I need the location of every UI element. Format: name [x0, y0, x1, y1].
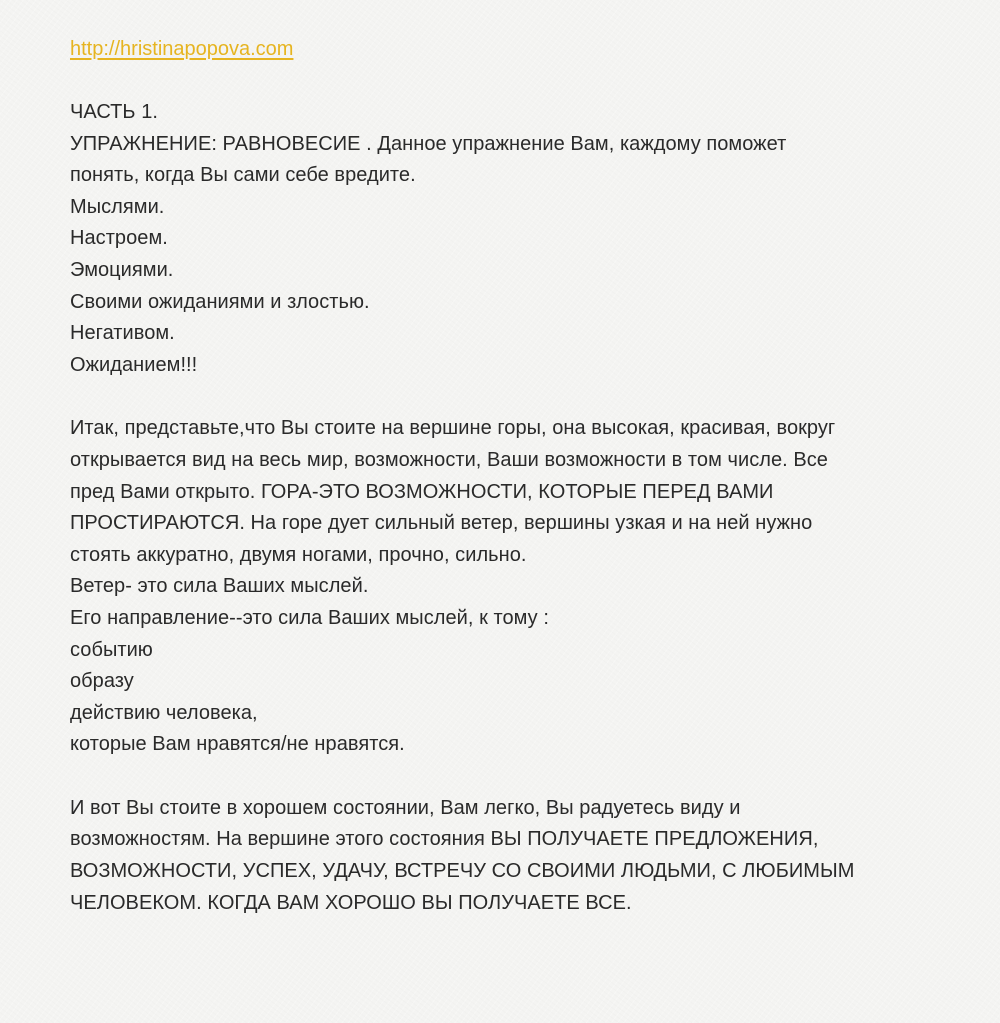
text-line: Своими ожиданиями и злостью. [70, 290, 370, 313]
text-line: открывается вид на весь мир, возможности, Ваши возможности в том числе. Все [70, 448, 828, 471]
paragraph-gap [70, 65, 970, 97]
text-line: которые Вам нравятся/не нравятся. [70, 733, 405, 756]
text-line: ЧАСТЬ 1. [70, 101, 158, 123]
text-line: действию человека, [70, 701, 258, 724]
text-line: ВОЗМОЖНОСТИ, УСПЕХ, УДАЧУ, ВСТРЕЧУ СО СВОИМИ ЛЮДЬМИ, С ЛЮБИМЫМ [70, 860, 855, 883]
paragraph-part3 [70, 793, 970, 919]
text-line: И вот Вы стоите в хорошем состоянии, Вам легко, Вы радуетесь виду и [70, 796, 741, 819]
text-line: Негативом. [70, 322, 175, 345]
paragraph-part1 [70, 97, 970, 381]
text-line: пред Вами открыто. ГОРА-ЭТО ВОЗМОЖНОСТИ, КОТОРЫЕ ПЕРЕД ВАМИ [70, 480, 774, 503]
text-line: УПРАЖНЕНИЕ: РАВНОВЕСИЕ . Данное упражнение Вам, каждому поможет [70, 132, 787, 155]
text-line: Ветер- это сила Ваших мыслей. [70, 575, 369, 598]
text-line: Эмоциями. [70, 258, 174, 281]
paragraph-gap [70, 761, 970, 793]
text-line: Настроем. [70, 227, 168, 250]
text-line: образу [70, 670, 134, 693]
text-line: ЧЕЛОВЕКОМ. КОГДА ВАМ ХОРОШО ВЫ ПОЛУЧАЕТЕ ВСЕ. [70, 891, 632, 914]
text-line: Итак, представьте,что Вы стоите на вершине горы, она высокая, красивая, вокруг [70, 417, 836, 440]
note-body [70, 33, 970, 919]
website-link[interactable]: http://hristinapopova.com [70, 38, 294, 60]
text-line: возможностям. На вершине этого состояния ВЫ ПОЛУЧАЕТЕ ПРЕДЛОЖЕНИЯ, [70, 828, 819, 851]
text-line: понять, когда Вы сами себе вредите. [70, 164, 416, 187]
text-line: Его направление--это сила Ваших мыслей, к тому : [70, 606, 549, 629]
text-line: стоять аккуратно, двумя ногами, прочно, сильно. [70, 543, 527, 566]
text-line: событию [70, 638, 153, 661]
text-line: ПРОСТИРАЮТСЯ. На горе дует сильный ветер, вершины узкая и на ней нужно [70, 512, 813, 535]
paragraph-gap [70, 381, 970, 413]
text-line: Мыслями. [70, 195, 165, 218]
text-line: Ожиданием!!! [70, 353, 198, 376]
paragraph-part2 [70, 413, 970, 761]
